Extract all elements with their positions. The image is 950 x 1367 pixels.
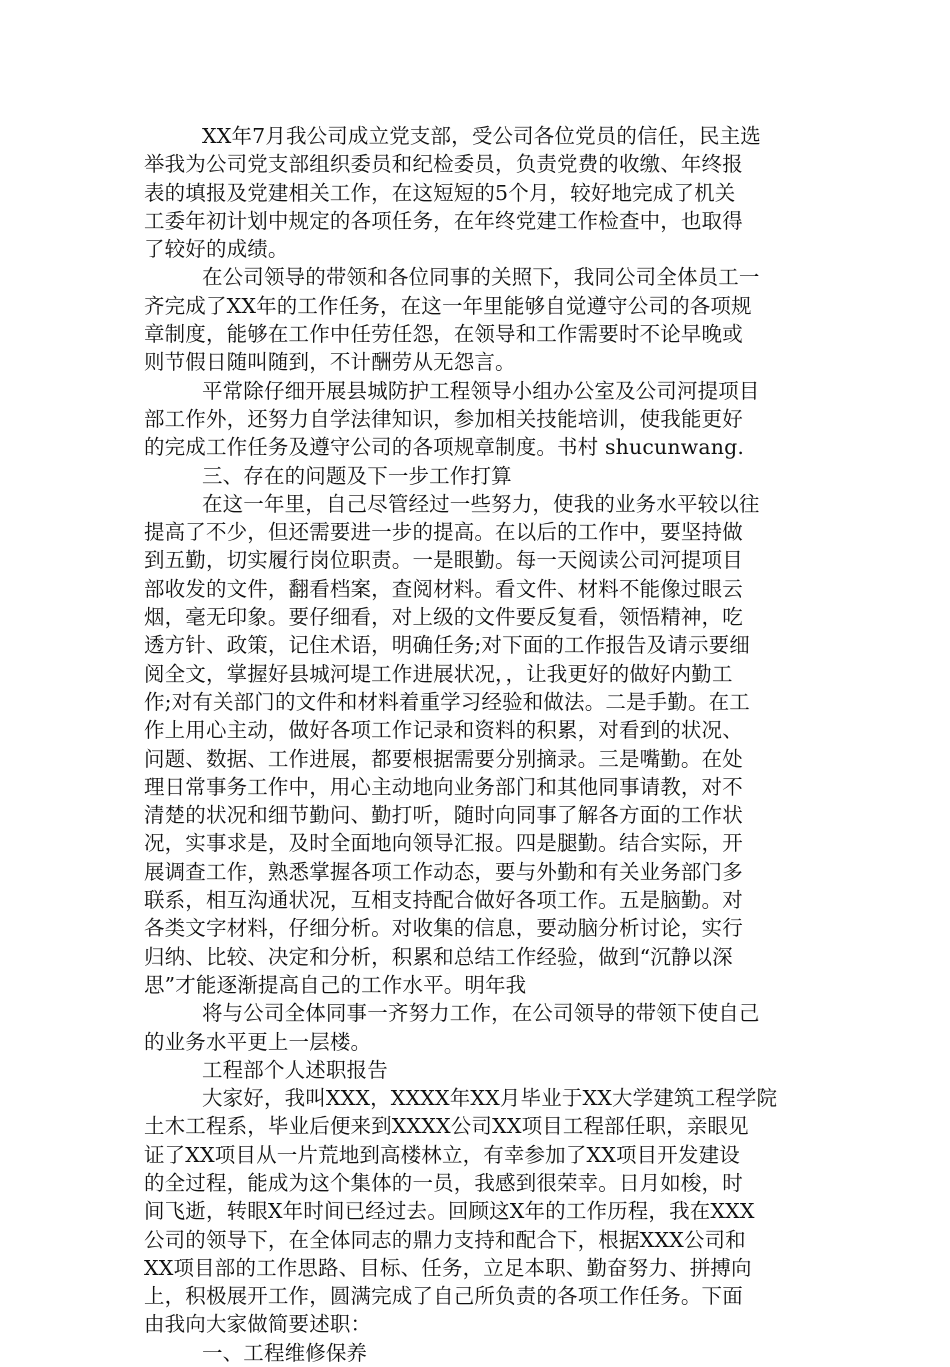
text-line: 土木工程系，毕业后便来到XXXX公司XX项目工程部任职，亲眼见 bbox=[144, 1114, 749, 1139]
text-line: 各类文字材料，仔细分析。对收集的信息，要动脑分析讨论，实行 bbox=[144, 916, 743, 941]
text-line: 举我为公司党支部组织委员和纪检委员，负责党费的收缴、年终报 bbox=[144, 152, 743, 177]
text-line: 作;对有关部门的文件和材料着重学习经验和做法。二是手勤。在工 bbox=[144, 689, 750, 714]
text-line: 到五勤，切实履行岗位职责。一是眼勤。每一天阅读公司河提项目 bbox=[144, 548, 743, 573]
text-line: XX年7月我公司成立党支部，受公司各位党员的信任，民主选 bbox=[202, 124, 761, 148]
text-line: 工委年初计划中规定的各项任务，在年终党建工作检查中，也取得 bbox=[144, 208, 743, 233]
text-line: 烟，毫无印象。要仔细看，对上级的文件要反复看，领悟精神，吃 bbox=[144, 605, 743, 630]
text-line: 的完成工作任务及遵守公司的各项规章制度。书村 shucunwang. bbox=[144, 435, 745, 460]
text-line: 在这一年里，自己尽管经过一些努力，使我的业务水平较以往 bbox=[202, 491, 760, 516]
text-line: 由我向大家做简要述职： bbox=[144, 1312, 372, 1337]
text-line: 况，实事求是，及时全面地向领导汇报。四是腿勤。结合实际，开 bbox=[144, 831, 743, 856]
text-line: 公司的领导下，在全体同志的鼎力支持和配合下，根据XXX公司和 bbox=[144, 1227, 746, 1252]
text-line: 章制度，能够在工作中任劳任怨，在领导和工作需要时不论早晚或 bbox=[144, 322, 743, 347]
text-line: 三、存在的问题及下一步工作打算 bbox=[202, 463, 512, 488]
text-line: 则节假日随叫随到，不计酬劳从无怨言。 bbox=[144, 350, 516, 375]
text-line: 齐完成了XX年的工作任务，在这一年里能够自觉遵守公司的各项规 bbox=[144, 293, 752, 318]
text-line: 阅全文，掌握好县城河堤工作进展状况，，让我更好的做好内勤工 bbox=[144, 661, 733, 686]
text-line: 透方针、政策，记住术语，明确任务;对下面的工作报告及请示要细 bbox=[144, 633, 750, 658]
text-line: 的业务水平更上一层楼。 bbox=[144, 1029, 372, 1054]
text-line: 在公司领导的带领和各位同事的关照下，我同公司全体员工一 bbox=[202, 265, 760, 290]
text-line: 展调查工作，熟悉掌握各项工作动态，要与外勤和有关业务部门多 bbox=[144, 859, 743, 884]
text-line: 归纳、比较、决定和分析，积累和总结工作经验，做到“沉静以深 bbox=[144, 944, 733, 969]
text-line: 间飞逝，转眼X年时间已经过去。回顾这X年的工作历程，我在XXX bbox=[144, 1199, 755, 1224]
text-line: 提高了不少，但还需要进一步的提高。在以后的工作中，要坚持做 bbox=[144, 520, 743, 545]
text-line: 联系，相互沟通状况，互相支持配合做好各项工作。五是脑勤。对 bbox=[144, 888, 743, 913]
text-line: XX项目部的工作思路、目标、任务，立足本职、勤奋努力、拼搏向 bbox=[144, 1255, 752, 1280]
document-body bbox=[144, 122, 806, 1367]
text-line: 清楚的状况和细节勤问、勤打听，随时向同事了解各方面的工作状 bbox=[144, 803, 743, 828]
text-line: 表的填报及党建相关工作，在这短短的5个月，较好地完成了机关 bbox=[144, 180, 736, 205]
text-line: 部工作外，还努力自学法律知识，参加相关技能培训，使我能更好 bbox=[144, 406, 743, 431]
text-line: 部收发的文件，翻看档案，查阅材料。看文件、材料不能像过眼云 bbox=[144, 576, 743, 601]
text-line: 工程部个人述职报告 bbox=[202, 1057, 388, 1082]
text-line: 证了XX项目从一片荒地到高楼林立，有幸参加了XX项目开发建设 bbox=[144, 1142, 740, 1167]
text-line: 平常除仔细开展县城防护工程领导小组办公室及公司河提项目 bbox=[202, 378, 760, 403]
text-line: 思”才能逐渐提高自己的工作水平。明年我 bbox=[144, 972, 527, 997]
text-line: 作上用心主动，做好各项工作记录和资料的积累，对看到的状况、 bbox=[144, 718, 743, 743]
text-line: 大家好，我叫XXX，XXXX年XX月毕业于XX大学建筑工程学院 bbox=[202, 1086, 778, 1111]
text-line: 了较好的成绩。 bbox=[144, 237, 289, 262]
text-line: 一、工程维修保养 bbox=[202, 1340, 368, 1365]
text-line: 上，积极展开工作，圆满完成了自己所负责的各项工作任务。下面 bbox=[144, 1284, 743, 1309]
text-line: 的全过程，能成为这个集体的一员，我感到很荣幸。日月如梭，时 bbox=[144, 1170, 743, 1195]
text-line: 问题、数据、工作进展，都要根据需要分别摘录。三是嘴勤。在处 bbox=[144, 746, 743, 771]
text-line: 将与公司全体同事一齐努力工作，在公司领导的带领下使自己 bbox=[202, 1001, 760, 1026]
text-line: 理日常事务工作中，用心主动地向业务部门和其他同事请教，对不 bbox=[144, 774, 743, 799]
